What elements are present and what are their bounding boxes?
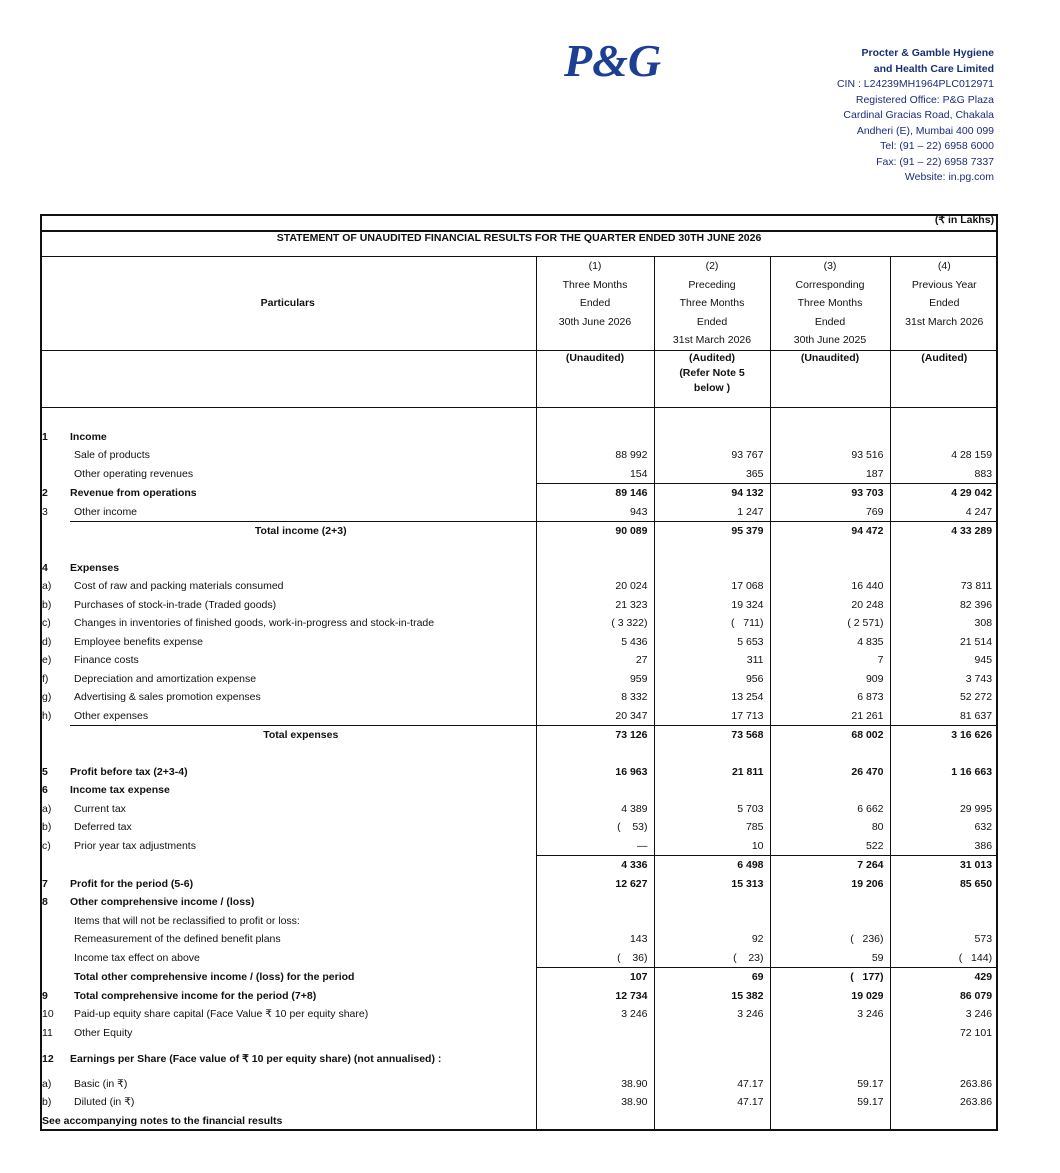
table-row-r10: [40, 614, 998, 633]
row-number: 3: [42, 505, 48, 518]
value-cell-col3: [770, 893, 890, 912]
table-row-r11: [40, 633, 998, 652]
row-number: e): [42, 654, 52, 666]
value-cell-col1: 21 323: [536, 596, 654, 615]
value-cell-col1: [536, 559, 654, 578]
table-row-r15: [40, 707, 998, 726]
row-label: Depreciation and amortization expense: [74, 672, 257, 685]
row-label: Changes in inventories of finished goods, work-in-progress and stock-in-trade: [74, 617, 435, 629]
value-cell-col1: ( 53): [536, 818, 654, 837]
registered-office: Registered Office: P&G Plaza: [855, 93, 994, 106]
value-cell-col2: 5 653: [654, 633, 770, 652]
value-cell-col2: 95 379: [654, 522, 770, 541]
value-cell-col4: 945: [890, 651, 998, 670]
value-cell-col3: 187: [770, 465, 890, 484]
value-cell-col3: 93 516: [770, 446, 890, 465]
column-header-4: (4) Previous Year Ended 31st March 2026: [890, 257, 998, 351]
company-tel: Tel: (91 – 22) 6958 6000: [880, 140, 994, 152]
statement-title: STATEMENT OF UNAUDITED FINANCIAL RESULTS FOR THE QUARTER ENDED 30TH JUNE 2026: [40, 231, 998, 257]
value-cell-col3: 20 248: [770, 596, 890, 615]
value-cell-col1: 90 089: [536, 522, 654, 541]
value-cell-col4: 1 16 663: [890, 763, 998, 782]
value-cell-col1: ( 3 322): [536, 614, 654, 633]
row-number: [40, 856, 70, 875]
value-cell-col2: 311: [654, 651, 770, 670]
value-cell-col1: 8 332: [536, 688, 654, 707]
value-cell-col2: 17 713: [654, 707, 770, 726]
value-cell-col4: 3 743: [890, 670, 998, 689]
value-cell-col4: 429: [890, 968, 998, 987]
value-cell-col4: 52 272: [890, 688, 998, 707]
pg-logo-text: P&G: [564, 35, 662, 86]
row-number: b): [42, 1096, 52, 1108]
row-label: Expenses: [70, 561, 120, 574]
value-cell-col1: ( 36): [536, 949, 654, 968]
row-label: Earnings per Share (Face value of ₹ 10 per equity share) (not annualised) :: [70, 1053, 442, 1065]
value-cell-col3: 26 470: [770, 763, 890, 782]
table-row-r33: [40, 1075, 998, 1094]
column-status-3: (Unaudited): [770, 350, 890, 407]
value-cell-col2: [654, 1112, 770, 1131]
value-cell-col2: 15 382: [654, 987, 770, 1006]
value-cell-col4: 81 637: [890, 707, 998, 726]
row-number: [40, 949, 70, 968]
value-cell-col2: 1 247: [654, 503, 770, 522]
value-cell-col4: [890, 559, 998, 578]
table-row-r30: [40, 1005, 998, 1024]
value-cell-col1: 38.90: [536, 1093, 654, 1112]
row-label: Total comprehensive income for the period (7+8): [74, 989, 317, 1002]
value-cell-col1: 943: [536, 503, 654, 522]
value-cell-col4: [890, 428, 998, 447]
row-number: f): [42, 672, 49, 685]
value-cell-col2: [654, 1024, 770, 1043]
value-cell-col3: 6 873: [770, 688, 890, 707]
table-row-r5: [40, 503, 998, 522]
row-label: Finance costs: [74, 654, 139, 666]
value-cell-col1: [536, 1050, 654, 1069]
value-cell-col3: 4 835: [770, 633, 890, 652]
row-number: 6: [42, 784, 48, 796]
value-cell-col2: 17 068: [654, 577, 770, 596]
value-cell-col1: 20 024: [536, 577, 654, 596]
row-label: Purchases of stock-in-trade (Traded goods): [74, 598, 277, 611]
value-cell-col3: 80: [770, 818, 890, 837]
table-row-r29: [40, 987, 998, 1006]
value-cell-col1: 16 963: [536, 763, 654, 782]
value-cell-col4: 386: [890, 837, 998, 856]
row-number: [40, 968, 70, 987]
value-cell-col2: 69: [654, 968, 770, 987]
row-label: Total expenses: [70, 726, 536, 745]
row-label: Revenue from operations: [70, 486, 197, 499]
value-cell-col2: 10: [654, 837, 770, 856]
column-status-1: (Unaudited): [536, 350, 654, 407]
table-row-r26: [40, 930, 998, 949]
value-cell-col1: 107: [536, 968, 654, 987]
row-number: b): [42, 598, 52, 611]
row-number: a): [42, 580, 52, 592]
row-label: Other operating revenues: [74, 467, 194, 480]
value-cell-col2: 19 324: [654, 596, 770, 615]
value-cell-col1: 5 436: [536, 633, 654, 652]
value-cell-col2: [654, 912, 770, 931]
value-cell-col3: 68 002: [770, 726, 890, 745]
value-cell-col4: 85 650: [890, 875, 998, 894]
particulars-header: Particulars: [40, 257, 536, 351]
row-number: c): [42, 617, 51, 629]
value-cell-col1: [536, 1024, 654, 1043]
value-cell-col3: [770, 781, 890, 800]
value-cell-col2: 3 246: [654, 1005, 770, 1024]
value-cell-col2: 6 498: [654, 856, 770, 875]
value-cell-col2: 956: [654, 670, 770, 689]
value-cell-col1: [536, 912, 654, 931]
row-number: 9: [42, 989, 48, 1002]
value-cell-col1: 73 126: [536, 726, 654, 745]
value-cell-col3: 19 206: [770, 875, 890, 894]
value-cell-col4: [890, 781, 998, 800]
row-label: Advertising & sales promotion expenses: [74, 691, 261, 703]
row-label: Profit before tax (2+3-4): [70, 765, 188, 778]
value-cell-col3: [770, 428, 890, 447]
table-row-r3: [40, 465, 998, 484]
row-label: Diluted (in ₹): [74, 1096, 135, 1108]
value-cell-col4: [890, 912, 998, 931]
value-cell-col1: 27: [536, 651, 654, 670]
row-number: 11: [42, 1026, 53, 1039]
table-body: [40, 407, 998, 1130]
value-cell-col1: 12 734: [536, 987, 654, 1006]
value-cell-col1: 3 246: [536, 1005, 654, 1024]
value-cell-col4: 21 514: [890, 633, 998, 652]
value-cell-col4: 29 995: [890, 800, 998, 819]
value-cell-col4: 4 29 042: [890, 484, 998, 503]
value-cell-col4: 263.86: [890, 1093, 998, 1112]
value-cell-col2: 94 132: [654, 484, 770, 503]
table-row-r23: [40, 875, 998, 894]
value-cell-col4: 632: [890, 818, 998, 837]
value-cell-col4: 573: [890, 930, 998, 949]
row-label: Items that will not be reclassified to profit or loss:: [74, 914, 300, 927]
value-cell-col1: [536, 781, 654, 800]
company-name-line2: and Health Care Limited: [873, 62, 994, 75]
value-cell-col4: 3 16 626: [890, 726, 998, 745]
spacer-row: [40, 541, 998, 559]
value-cell-col1: 20 347: [536, 707, 654, 726]
office-address-line2: Andheri (E), Mumbai 400 099: [856, 124, 994, 137]
row-label: Income tax effect on above: [74, 951, 200, 964]
value-cell-col1: 143: [536, 930, 654, 949]
value-cell-col3: 7: [770, 651, 890, 670]
row-label: Deferred tax: [74, 821, 132, 833]
value-cell-col2: 73 568: [654, 726, 770, 745]
row-label: [70, 856, 536, 875]
row-label: Cost of raw and packing materials consumed: [74, 580, 284, 592]
value-cell-col1: 154: [536, 465, 654, 484]
value-cell-col3: [770, 1050, 890, 1069]
column-status-4: (Audited): [890, 350, 998, 407]
value-cell-col2: 365: [654, 465, 770, 484]
value-cell-col3: 59: [770, 949, 890, 968]
value-cell-col3: 94 472: [770, 522, 890, 541]
value-cell-col4: [890, 1112, 998, 1131]
value-cell-col1: [536, 893, 654, 912]
row-label: Profit for the period (5-6): [70, 877, 194, 890]
value-cell-col3: 3 246: [770, 1005, 890, 1024]
value-cell-col4: 73 811: [890, 577, 998, 596]
value-cell-col2: 785: [654, 818, 770, 837]
value-cell-col2: [654, 893, 770, 912]
table-row-r13: [40, 670, 998, 689]
value-cell-col4: 82 396: [890, 596, 998, 615]
value-cell-col2: [654, 781, 770, 800]
column-header-1: (1) Three Months Ended 30th June 2026: [536, 257, 654, 351]
value-cell-col3: ( 2 571): [770, 614, 890, 633]
value-cell-col2: 92: [654, 930, 770, 949]
value-cell-col3: 59.17: [770, 1075, 890, 1094]
value-cell-col2: 5 703: [654, 800, 770, 819]
row-label: Other comprehensive income / (loss): [70, 896, 255, 908]
column-status-2: (Audited) (Refer Note 5 below ): [654, 350, 770, 407]
value-cell-col3: 522: [770, 837, 890, 856]
value-cell-col1: [536, 428, 654, 447]
value-cell-col2: 47.17: [654, 1075, 770, 1094]
table-row-r16: [40, 726, 998, 745]
row-label: Paid-up equity share capital (Face Value ₹ 10 per equity share): [74, 1008, 369, 1020]
table-row-r12: [40, 651, 998, 670]
spacer-row: [40, 1042, 998, 1050]
table-row-r17: [40, 763, 998, 782]
table-row-r20: [40, 818, 998, 837]
table-row-r25: [40, 912, 998, 931]
value-cell-col3: 59.17: [770, 1093, 890, 1112]
row-number: 5: [42, 765, 48, 778]
table-row-r7: [40, 559, 998, 578]
table-row-r27: [40, 949, 998, 968]
value-cell-col4: 308: [890, 614, 998, 633]
row-label: Employee benefits expense: [74, 635, 203, 648]
row-number: [40, 726, 70, 745]
value-cell-col1: 88 992: [536, 446, 654, 465]
row-number: g): [42, 691, 52, 703]
row-label: Income: [70, 430, 107, 443]
value-cell-col2: 47.17: [654, 1093, 770, 1112]
row-label: Other expenses: [74, 709, 149, 722]
value-cell-col2: ( 23): [654, 949, 770, 968]
column-header-3: (3) Corresponding Three Months Ended 30th June 2025: [770, 257, 890, 351]
table-row-r28: [40, 968, 998, 987]
company-website: Website: in.pg.com: [904, 171, 994, 183]
value-cell-col3: 7 264: [770, 856, 890, 875]
value-cell-col3: 19 029: [770, 987, 890, 1006]
value-cell-col1: [536, 1112, 654, 1131]
row-label: Basic (in ₹): [74, 1077, 128, 1090]
value-cell-col2: 15 313: [654, 875, 770, 894]
row-number: 1: [42, 430, 48, 443]
row-number: [40, 522, 70, 541]
value-cell-col2: [654, 428, 770, 447]
row-number: 8: [42, 896, 48, 908]
value-cell-col3: 21 261: [770, 707, 890, 726]
row-number: 12: [42, 1053, 54, 1065]
value-cell-col4: 883: [890, 465, 998, 484]
value-cell-col3: ( 177): [770, 968, 890, 987]
value-cell-col1: 12 627: [536, 875, 654, 894]
value-cell-col2: 13 254: [654, 688, 770, 707]
row-number: 7: [42, 877, 48, 890]
value-cell-col4: 3 246: [890, 1005, 998, 1024]
table-row-r35: [40, 1112, 998, 1131]
company-cin: CIN : L24239MH1964PLC012971: [836, 78, 994, 90]
value-cell-col3: [770, 1112, 890, 1131]
spacer-row: [40, 407, 998, 428]
value-cell-col4: [890, 1050, 998, 1069]
value-cell-col3: 93 703: [770, 484, 890, 503]
table-row-r14: [40, 688, 998, 707]
row-number: 2: [42, 486, 48, 499]
row-label: Prior year tax adjustments: [74, 839, 196, 852]
table-row-r31: [40, 1024, 998, 1043]
company-name-line1: Procter & Gamble Hygiene: [861, 47, 994, 59]
row-number: [40, 465, 70, 484]
value-cell-col3: 6 662: [770, 800, 890, 819]
row-label: Sale of products: [74, 449, 150, 461]
row-number: a): [42, 802, 52, 815]
value-cell-col4: 4 33 289: [890, 522, 998, 541]
value-cell-col2: 21 811: [654, 763, 770, 782]
row-number: 10: [42, 1008, 54, 1020]
table-row-r32: [40, 1050, 998, 1069]
value-cell-col4: 4 247: [890, 503, 998, 522]
table-row-r9: [40, 596, 998, 615]
column-header-2: (2) Preceding Three Months Ended 31st March 2026: [654, 257, 770, 351]
row-label: Total income (2+3): [70, 522, 536, 541]
value-cell-col3: 769: [770, 503, 890, 522]
office-address-line1: Cardinal Gracias Road, Chakala: [843, 109, 994, 121]
table-row-r19: [40, 800, 998, 819]
value-cell-col3: [770, 559, 890, 578]
value-cell-col1: 89 146: [536, 484, 654, 503]
table-row-r4: [40, 484, 998, 503]
value-cell-col1: —: [536, 837, 654, 856]
financial-results-table: [40, 214, 998, 1130]
row-number: h): [42, 709, 52, 722]
value-cell-col3: [770, 912, 890, 931]
value-cell-col2: [654, 1050, 770, 1069]
value-cell-col4: ( 144): [890, 949, 998, 968]
value-cell-col4: 31 013: [890, 856, 998, 875]
pg-logo: [560, 30, 670, 90]
row-label: Other Equity: [74, 1026, 133, 1039]
value-cell-col4: 263.86: [890, 1075, 998, 1094]
value-cell-col1: 4 336: [536, 856, 654, 875]
table-row-r21: [40, 837, 998, 856]
value-cell-col1: 38.90: [536, 1075, 654, 1094]
row-number: [40, 930, 70, 949]
value-cell-col3: 16 440: [770, 577, 890, 596]
row-number: [40, 912, 70, 931]
value-cell-col4: 4 28 159: [890, 446, 998, 465]
table-row-r6: [40, 522, 998, 541]
table-row-r22: [40, 856, 998, 875]
row-label: Other income: [74, 505, 138, 518]
value-cell-col3: [770, 1024, 890, 1043]
row-number: c): [42, 839, 51, 852]
value-cell-col4: 72 101: [890, 1024, 998, 1043]
row-number: 4: [42, 561, 48, 574]
row-number: a): [42, 1077, 52, 1090]
value-cell-col3: 909: [770, 670, 890, 689]
row-label: Remeasurement of the defined benefit plans: [74, 933, 281, 945]
value-cell-col1: 4 389: [536, 800, 654, 819]
table-row-r24: [40, 893, 998, 912]
row-number: See accompanying notes to the financial results: [42, 1114, 283, 1127]
table-row-r34: [40, 1093, 998, 1112]
value-cell-col2: [654, 559, 770, 578]
row-number: d): [42, 635, 52, 648]
table-row-r2: [40, 446, 998, 465]
row-label: Income tax expense: [70, 784, 170, 796]
company-fax: Fax: (91 – 22) 6958 7337: [876, 155, 994, 168]
value-cell-col2: ( 711): [654, 614, 770, 633]
spacer-row: [40, 745, 998, 763]
value-cell-col2: 93 767: [654, 446, 770, 465]
value-cell-col4: 86 079: [890, 987, 998, 1006]
company-info: [734, 46, 994, 186]
row-number: [40, 446, 70, 465]
table-row-r8: [40, 577, 998, 596]
value-cell-col3: ( 236): [770, 930, 890, 949]
table-row-r1: [40, 428, 998, 447]
row-label: Total other comprehensive income / (loss) for the period: [74, 970, 355, 983]
row-label: Current tax: [74, 802, 126, 815]
row-number: b): [42, 821, 52, 833]
currency-unit: (₹ in Lakhs): [40, 214, 998, 231]
value-cell-col4: [890, 893, 998, 912]
table-row-r18: [40, 781, 998, 800]
value-cell-col1: 959: [536, 670, 654, 689]
